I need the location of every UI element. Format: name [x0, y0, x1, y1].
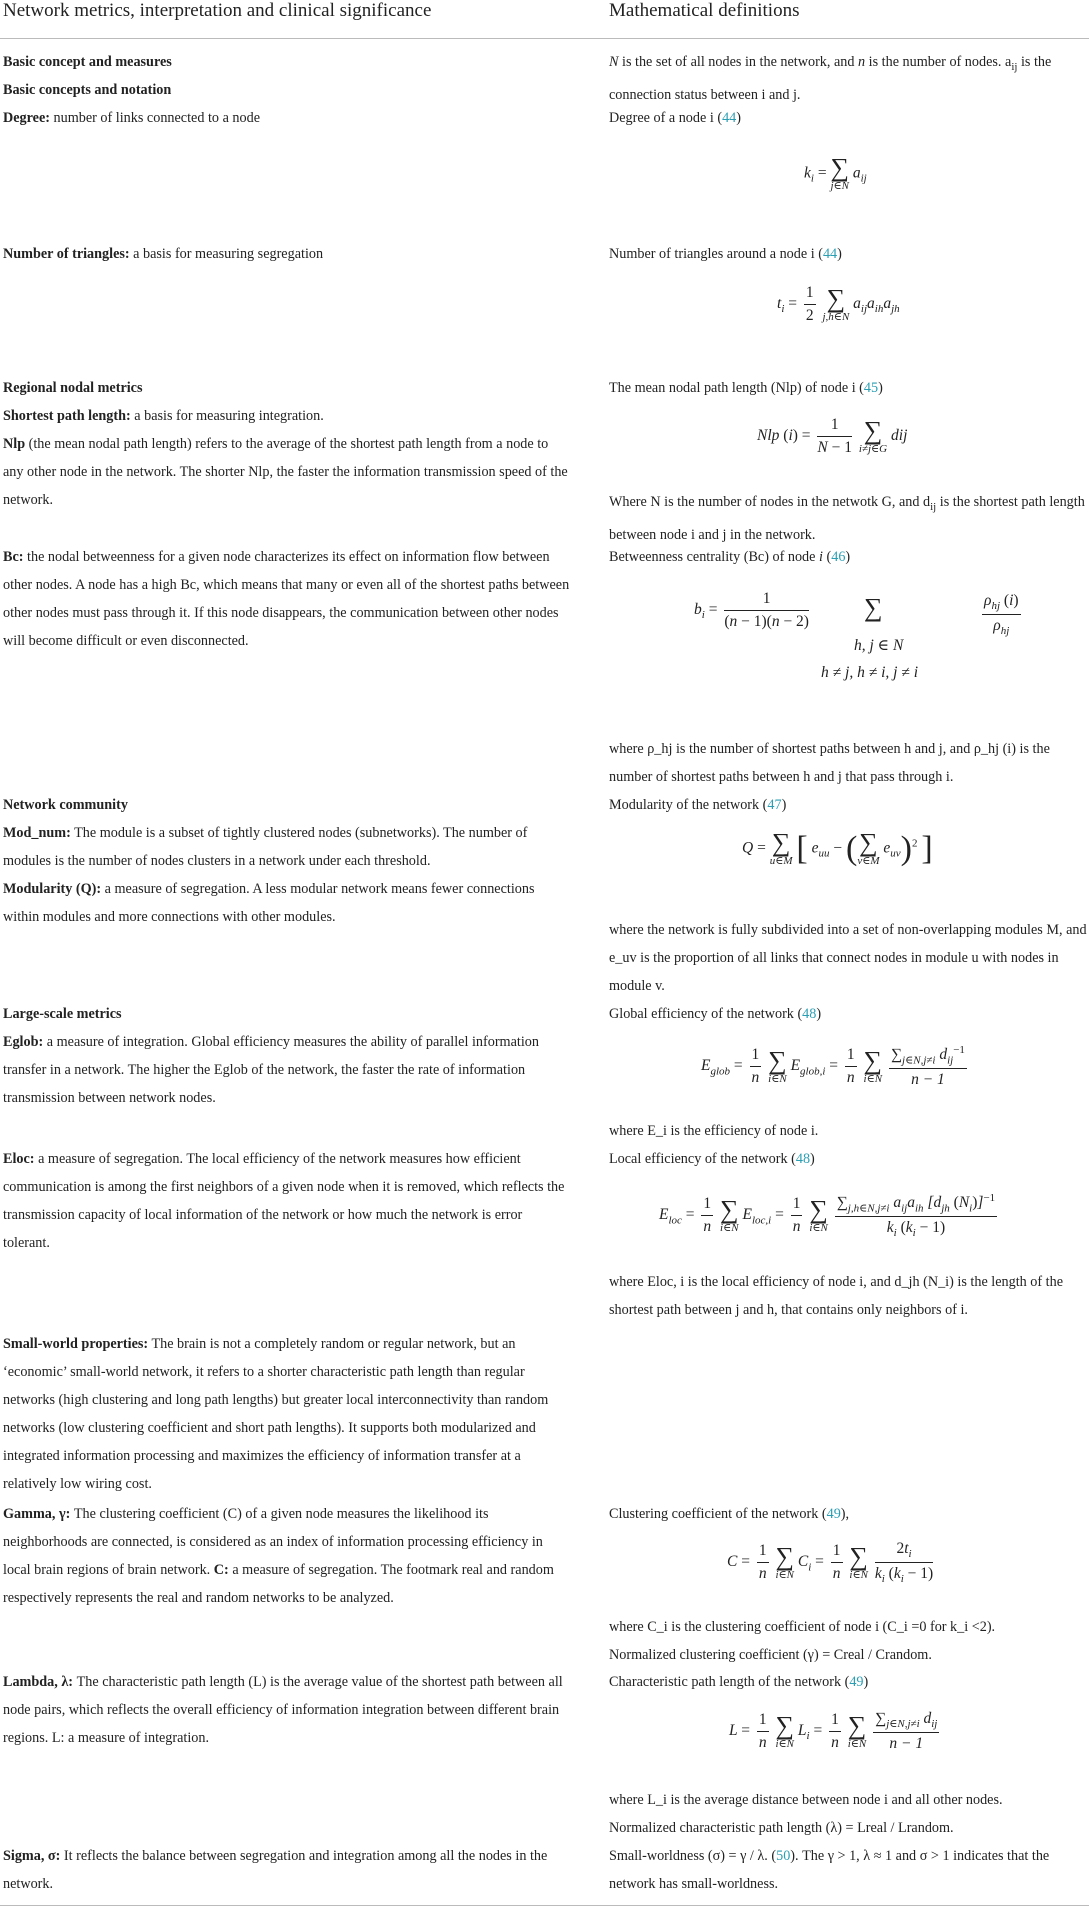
- lambda-description: Lambda, λ: The characteristic path length (L) is the average value of the shortest path between all node pairs, which reflects the overall efficiency of information integration between different brain regions. L: a measure of integration.: [3, 1674, 563, 1746]
- cpl-equation: L = $\frac{1}{n}$ ∑ i∈N $L_i$ = $\frac{1}{n}$ ∑ i∈N $\frac{\sum_{j\in N,j\ne i} d_{ij}}{n - 1}$: [729, 1710, 938, 1753]
- eglob-description: Eglob: a measure of integration. Global efficiency measures the ability of parallel information transfer in a network. The higher the Eglob of the network, the faster the rate of information transmission between network nodes.: [3, 1034, 539, 1106]
- modularity-description: Modularity (Q): a measure of segregation. A less modular network means fewer connections within modules and more connections with other modules.: [3, 881, 535, 925]
- eloc-where: where Eloc, i is the local efficiency of node i, and d_jh (N_i) is the length of the shortest path between j and h, that contains only neighbors of i.: [609, 1274, 1063, 1318]
- eloc-equation: $E_{loc}$ = $\frac{1}{n}$ ∑ i∈N $E_{loc,i}$ = $\frac{1}{n}$ ∑ i∈N $\frac{\sum_{j,h\in N,j\ne i} a_{ij}a_{ih} [d_{jh} (N_i)]^{-1}}{k_i (k_i - 1)}$: [659, 1192, 996, 1240]
- eloc-label: Local efficiency of the network (48): [609, 1151, 815, 1167]
- citation-link[interactable]: 46: [831, 549, 846, 565]
- bc-sum-index: h, j ∈ N: [854, 637, 904, 654]
- regional-heading: Regional nodal metrics: [3, 380, 143, 396]
- eglob-equation: $E_{glob}$ = $\frac{1}{n}$ ∑ i∈N $E_{glob,i}$ = $\frac{1}{n}$ ∑ i∈N $\frac{\sum_{j\in N,j\ne i} d_{ij}^{-1}}{n - 1}$: [701, 1044, 965, 1089]
- bc-description: Bc: the nodal betweenness for a given node characterizes its effect on information flow between other nodes. A node has a high Bc, which means that many or even all of the shortest paths between other nodes must pass through it. If this node disappears, the communication between other nodes will become difficult or even disconnected.: [3, 549, 570, 649]
- degree-equation: $k_i$ = ∑ j∈N $a_{ij}$: [804, 153, 867, 192]
- cpl-where: where L_i is the average distance between node i and all other nodes.: [609, 1792, 1003, 1808]
- citation-link[interactable]: 48: [802, 1006, 817, 1022]
- bc-equation: $b_i$ = $\frac{1}{(n - 1)(n - 2)}$: [694, 590, 809, 630]
- footer-rule: [0, 1905, 1089, 1906]
- lambda-normalized: Normalized characteristic path length (λ) = Lreal / Lrandom.: [609, 1820, 954, 1836]
- nlp-where: Where N is the number of nodes in the netwotk G, and $d_{ij}$ is the shortest path length between node i and j in the network.: [609, 494, 1085, 543]
- notation-definition: N is the set of all nodes in the network, and n is the number of nodes. $a_{ij}$ is the connection status between i and j.: [609, 54, 1052, 103]
- citation-link[interactable]: 48: [795, 1151, 811, 1167]
- gamma-description: Gamma, γ: The clustering coefficient (C) of a given node measures the likelihood its neighborhoods are connected, is considered as an index of information processing efficiency in local brain regions of brain network. C: a measure of segregation. The footmark real and random respectively represents the real and random networks to be analyzed.: [3, 1506, 554, 1606]
- gamma-normalized: Normalized clustering coefficient (γ) = Creal / Crandom.: [609, 1647, 932, 1663]
- clustering-equation: C = $\frac{1}{n}$ ∑ i∈N $C_i$ = $\frac{1}{n}$ ∑ i∈N $\frac{2t_i}{k_i (k_i - 1)}$: [727, 1540, 934, 1586]
- bc-sum-condition: h ≠ j, h ≠ i, j ≠ i: [821, 664, 918, 681]
- modnum-description: Mod_num: The module is a subset of tightly clustered nodes (subnetworks). The number of modules is the number of nodes clusters in a network under each threshold.: [3, 825, 528, 869]
- citation-link[interactable]: 44: [822, 246, 838, 262]
- spl-description: Shortest path length: a basis for measuring integration.: [3, 408, 324, 424]
- smallworld-description: Small-world properties: The brain is not a completely random or regular network, but an ‘economic’ small-world network, it refers to a shorter characteristic path length than regular networks (high clustering and long path lengths) but greater local interconnectivity than random networks (low clustering coefficient and short path lengths). It supports both modularized and integrated information processing and maximizes the efficiency of information transfer at a relatively low wiring cost.: [3, 1336, 549, 1492]
- bc-ratio: $\frac{\rho_{hj} (i)}{\rho_{hj}}$: [984, 592, 1019, 638]
- degree-label: Degree of a node i (44): [609, 110, 741, 126]
- community-heading: Network community: [3, 797, 128, 813]
- nlp-equation: Nlp (i) = $\frac{1}{N - 1}$ ∑ i≠j∈G dij: [757, 415, 908, 456]
- citation-link[interactable]: 44: [722, 110, 737, 126]
- right-column-header: Mathematical definitions: [609, 0, 800, 21]
- modularity-label: Modularity of the network (47): [609, 797, 787, 813]
- triangles-equation: $t_i$ = $\frac{1}{2}$ ∑ j,h∈N $a_{ij}a_{ih}a_{jh}$: [777, 283, 900, 324]
- bc-where: [609, 735, 1087, 791]
- cpl-label: Characteristic path length of the network (49): [609, 1674, 869, 1690]
- citation-link[interactable]: 47: [767, 797, 782, 813]
- citation-link[interactable]: 49: [849, 1674, 864, 1690]
- left-column-header: Network metrics, interpretation and clinical significance: [3, 0, 432, 21]
- modularity-where: where the network is fully subdivided into a set of non-overlapping modules M, and e_uv is the proportion of all links that connect nodes in module u with nodes in module v.: [609, 922, 1087, 994]
- basic-notation-heading: Basic concepts and notation: [3, 82, 172, 98]
- citation-link[interactable]: 50: [776, 1848, 791, 1864]
- largescale-heading: Large-scale metrics: [3, 1006, 122, 1022]
- citation-link[interactable]: 45: [863, 380, 879, 396]
- eloc-description: Eloc: a measure of segregation. The local efficiency of the network measures how efficient communication is among the first neighbors of a given node when it is removed, which reflects the transmission capacity of local information of the network or how much the network is error tolerant.: [3, 1151, 565, 1251]
- basic-concept-heading: Basic concept and measures: [3, 54, 172, 70]
- sigma-description: Sigma, σ: It reflects the balance between segregation and integration among all the nodes in the network.: [3, 1848, 548, 1892]
- degree-description: Degree: number of links connected to a node: [3, 110, 260, 126]
- bc-sum: ∑: [864, 593, 883, 622]
- header-rule: [0, 38, 1089, 39]
- triangles-label: Number of triangles around a node i (44): [609, 246, 842, 262]
- clustering-where: where C_i is the clustering coefficient of node i (C_i =0 for k_i <2).: [609, 1619, 996, 1635]
- triangles-description: Number of triangles: a basis for measuring segregation: [3, 246, 324, 262]
- nlp-label: The mean nodal path length (Nlp) of node i (45): [609, 380, 883, 396]
- clustering-label: Clustering coefficient of the network (49),: [609, 1506, 850, 1522]
- nlp-description: Nlp (the mean nodal path length) refers to the average of the shortest path length from a node to any other node in the network. The shorter Nlp, the faster the information transmission speed of the network.: [3, 436, 568, 508]
- eglob-label: Global efficiency of the network (48): [609, 1006, 822, 1022]
- eglob-where: where E_i is the efficiency of node i.: [609, 1123, 819, 1139]
- smallworldness-definition: Small-worldness (σ) = γ / λ. (50). The γ > 1, λ ≈ 1 and σ > 1 indicates that the network has small-worldness.: [609, 1848, 1050, 1892]
- citation-link[interactable]: 49: [826, 1506, 841, 1522]
- bc-label: Betweenness centrality (Bc) of node i (46): [609, 549, 851, 565]
- bc-where-text: where ρ_hj is the number of shortest paths between h and j, and ρ_hj (i) is the number of shortest paths between h and j that pass through i.: [609, 741, 1050, 785]
- modularity-equation: Q = ∑ u∈M [ $e_{uu}$ − (∑ v∈M $e_{uv})^2$ ]: [742, 828, 933, 867]
